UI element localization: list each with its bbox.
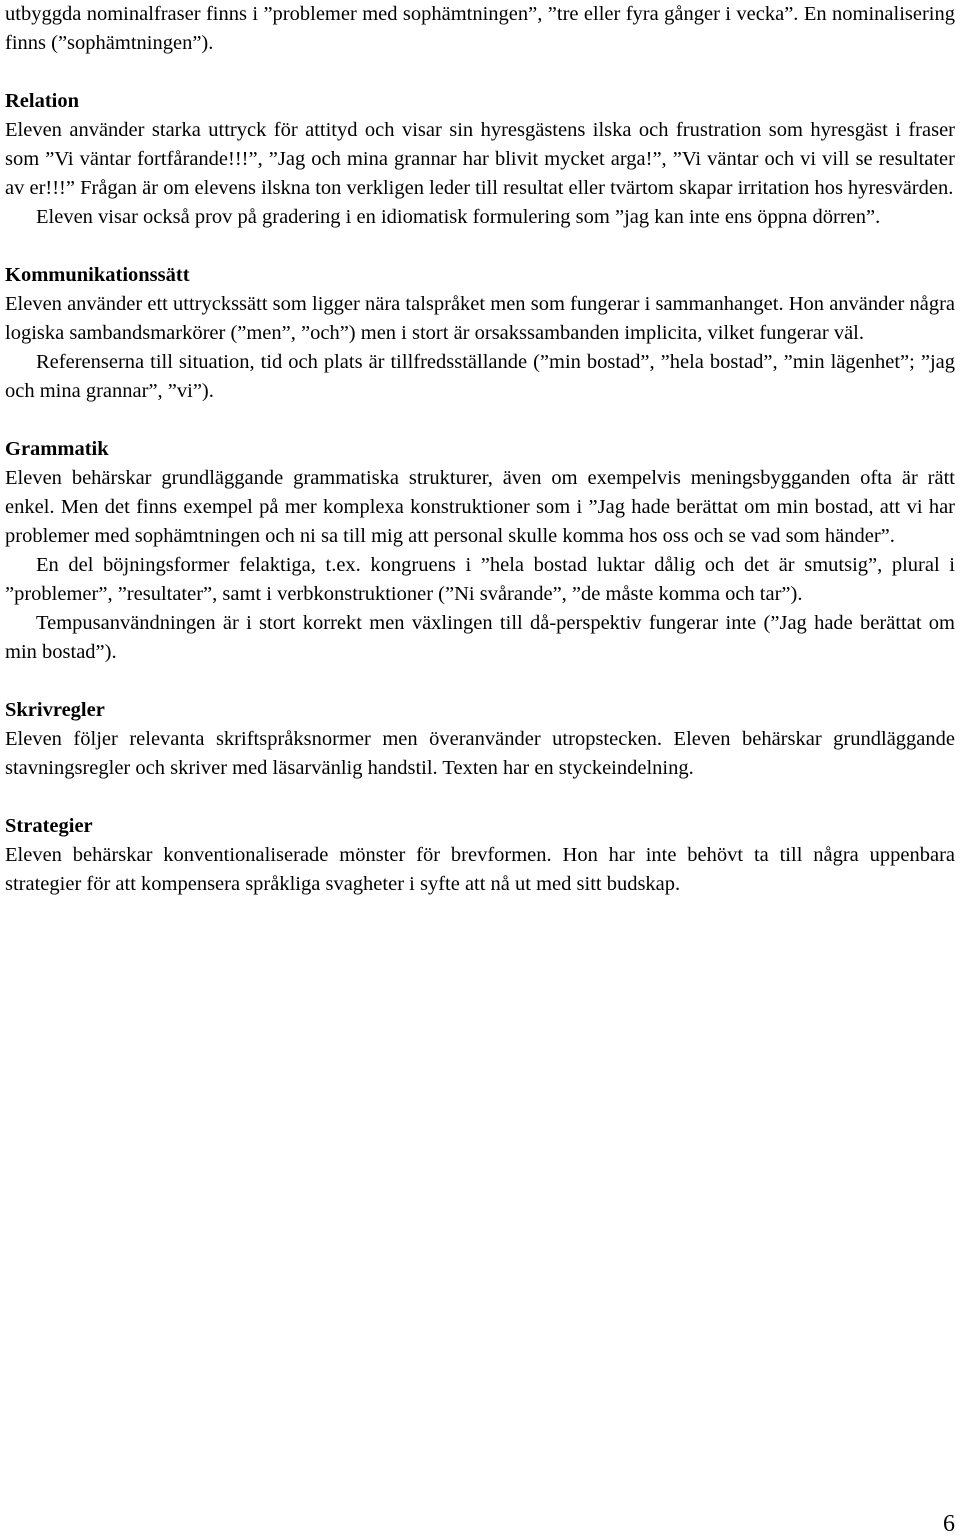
section-gap	[5, 232, 955, 261]
skrivregler-paragraph-1: Eleven följer relevanta skriftspråksnormer men överanvänder utropstecken. Eleven behärskar grundläggande stavningsregler och skriver med läsarvänlig handstil. Texten har en styckeindelning.	[5, 728, 955, 779]
grammatik-paragraph-1: Eleven behärskar grundläggande grammatiska strukturer, även om exempelvis meningsbygganden ofta är rätt enkel. Men det finns exempel på mer komplexa konstruktioner som i ”Jag hade berättat om min bostad, att vi har problemer med sophämtningen och ni sa till mig att personal skulle komma hos oss och se vad som händer”.	[5, 467, 955, 547]
strategier-paragraph-1: Eleven behärskar konventionaliserade mönster för brevformen. Hon har inte behövt ta till några uppenbara strategier för att kompensera språkliga svagheter i syfte att nå ut med sitt budskap.	[5, 844, 955, 895]
section-heading-grammatik: Grammatik	[5, 438, 109, 460]
section-strategier	[5, 812, 955, 899]
relation-paragraph-1: Eleven använder starka uttryck för attityd och visar sin hyresgästens ilska och frustration som hyresgäst i fraser som ”Vi väntar fortfårande!!!”, ”Jag och mina grannar har blivit mycket arga!”, ”Vi väntar och vi vill se resultater av er!!!” Frågan är om elevens ilskna ton verkligen leder till resultat eller tvärtom skapar irritation hos hyresvärden.	[5, 119, 955, 199]
section-gap	[5, 667, 955, 696]
grammatik-paragraph-2: En del böjningsformer felaktiga, t.ex. kongruens i ”hela bostad luktar dålig och det är smutsig”, plural i ”problemer”, ”resultater”, samt i verbkonstruktioner (”Ni svårande”, ”de måste komma och tar”).	[5, 554, 955, 605]
section-heading-skrivregler: Skrivregler	[5, 699, 105, 721]
section-gap	[5, 406, 955, 435]
document-page	[5, 0, 955, 899]
section-gap	[5, 58, 955, 87]
page-number: 6	[943, 1511, 955, 1537]
section-relation	[5, 87, 955, 232]
section-kommunikationssatt	[5, 261, 955, 406]
section-heading-kommunikationssatt: Kommunikationssätt	[5, 264, 190, 286]
relation-paragraph-2: Eleven visar också prov på gradering i en idiomatisk formulering som ”jag kan inte ens öppna dörren”.	[36, 206, 881, 228]
section-heading-relation: Relation	[5, 90, 80, 112]
kommunikation-paragraph-2: Referenserna till situation, tid och plats är tillfredsställande (”min bostad”, ”hela bostad”, ”min lägenhet”; ”jag och mina grannar”, ”vi”).	[5, 351, 955, 402]
intro-paragraph: utbyggda nominalfraser finns i ”problemer med sophämtningen”, ”tre eller fyra gånger i vecka”. En nominalisering finns (”sophämtningen”).	[5, 3, 955, 54]
section-grammatik	[5, 435, 955, 667]
section-heading-strategier: Strategier	[5, 815, 93, 837]
section-skrivregler	[5, 696, 955, 783]
section-gap	[5, 783, 955, 812]
kommunikation-paragraph-1: Eleven använder ett uttryckssätt som ligger nära talspråket men som fungerar i sammanhanget. Hon använder några logiska sambandsmarkörer (”men”, ”och”) men i stort är orsakssambanden implicita, vilket fungerar väl.	[5, 293, 955, 344]
grammatik-paragraph-3: Tempusanvändningen är i stort korrekt men växlingen till då-perspektiv fungerar inte (”Jag hade berättat om min bostad”).	[5, 612, 955, 663]
